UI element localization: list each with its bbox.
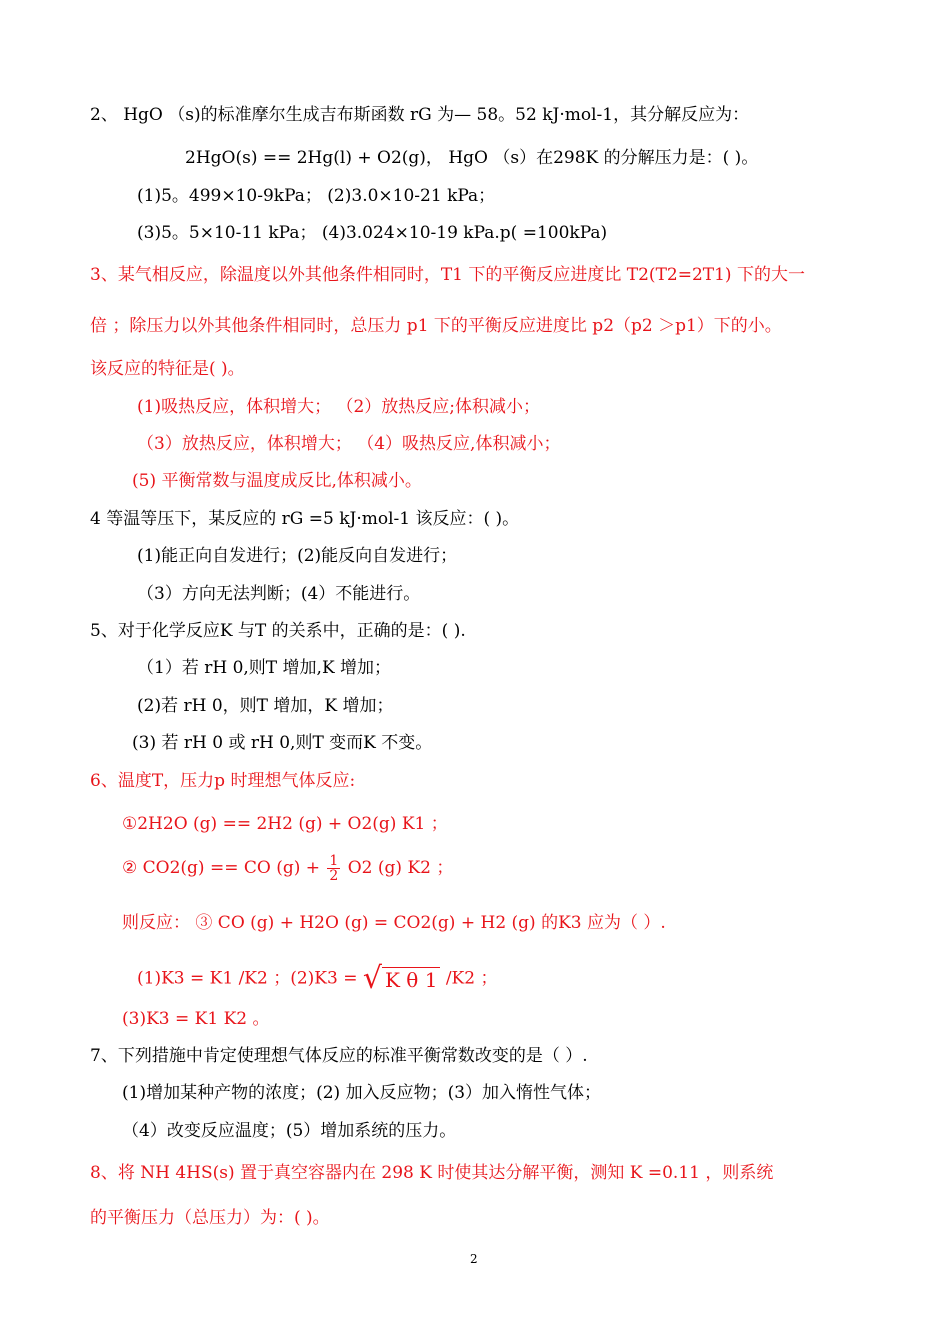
question-4-options-2: （3）方向无法判断；(4）不能进行。	[137, 584, 421, 604]
question-8-line-2: 的平衡压力（总压力）为：( )。	[90, 1208, 330, 1228]
question-6-options-3: (3)K3 = K1 K2 。	[122, 1009, 270, 1029]
square-root-icon: √	[362, 961, 382, 996]
question-4-options-1: (1)能正向自发进行；(2)能反向自发进行；	[137, 546, 458, 566]
question-5-options-2: (2)若 rH 0，则T 增加，K 增加；	[137, 696, 394, 716]
question-7-options-1: (1)增加某种产物的浓度；(2) 加入反应物；(3）加入惰性气体；	[122, 1083, 602, 1103]
question-2-equation: 2HgO(s) == 2Hg(l) + O2(g)， HgO （s）在298K 的分解压力是：( )。	[185, 148, 759, 168]
question-5: 5、对于化学反应K 与T 的关系中，正确的是：( ).	[90, 621, 466, 641]
question-3-options-2: （3）放热反应，体积增大； （4）吸热反应,体积减小；	[137, 434, 561, 454]
question-3-line-1: 3、某气相反应，除温度以外其他条件相同时，T1 下的平衡反应进度比 T2(T2=2T1) 下的大一	[90, 265, 805, 285]
options-1-2-left: (1)K3 = K1 /K2 ；(2)K3 =	[137, 968, 358, 989]
question-5-options-3: (3) 若 rH 0 或 rH 0,则T 变而K 不变。	[132, 733, 433, 753]
question-3-line-3: 该反应的特征是( )。	[90, 359, 245, 379]
fraction-numerator: 1	[329, 853, 339, 869]
reaction-2-left: ② CO2(g) == CO (g) +	[122, 858, 320, 878]
radicand: K θ 1	[382, 967, 440, 992]
question-4: 4 等温等压下，某反应的 rG =5 kJ·mol-1 该反应：( )。	[90, 509, 520, 529]
question-3-options-1: (1)吸热反应，体积增大； （2）放热反应;体积减小；	[137, 397, 541, 417]
one-half-fraction	[327, 854, 340, 883]
question-6-reaction-2	[122, 854, 453, 883]
question-6-options-1-2	[137, 961, 498, 996]
question-7: 7、下列措施中肯定使理想气体反应的标准平衡常数改变的是（ ）.	[90, 1046, 588, 1066]
page-number: 2	[470, 1252, 478, 1266]
question-2: 2、 HgO （s)的标准摩尔生成吉布斯函数 rG 为— 58。52 kJ·mol-1，其分解反应为：	[90, 105, 750, 125]
question-3-options-3: (5) 平衡常数与温度成反比,体积减小。	[132, 471, 422, 491]
question-3-line-2: 倍 ；除压力以外其他条件相同时，总压力 p1 下的平衡反应进度比 p2（p2 ＞p1）下的小。	[90, 316, 782, 336]
question-6: 6、温度T，压力p 时理想气体反应:	[90, 771, 356, 791]
question-7-options-2: （4）改变反应温度；(5）增加系统的压力。	[122, 1121, 457, 1141]
question-6-reaction-3: 则反应： ③ CO (g) + H2O (g) = CO2(g) + H2 (g) 的K3 应为（ ）.	[122, 913, 666, 933]
question-2-options-1: (1)5。499×10-9kPa； (2)3.0×10-21 kPa；	[137, 186, 496, 206]
question-8-line-1: 8、将 NH 4HS(s) 置于真空容器内在 298 K 时使其达分解平衡，测知 K =0.11 ，则系统	[90, 1163, 774, 1183]
options-1-2-right: /K2 ；	[445, 968, 498, 989]
reaction-2-right: O2 (g) K2 ；	[347, 858, 454, 878]
question-2-options-2: (3)5。5×10-11 kPa； (4)3.024×10-19 kPa.p( =100kPa)	[137, 223, 608, 243]
fraction-denominator: 2	[329, 868, 339, 884]
question-6-reaction-1: ①2H2O (g) == 2H2 (g) + O2(g) K1 ；	[122, 814, 448, 834]
question-5-options-1: （1）若 rH 0,则T 增加,K 增加；	[137, 658, 392, 678]
